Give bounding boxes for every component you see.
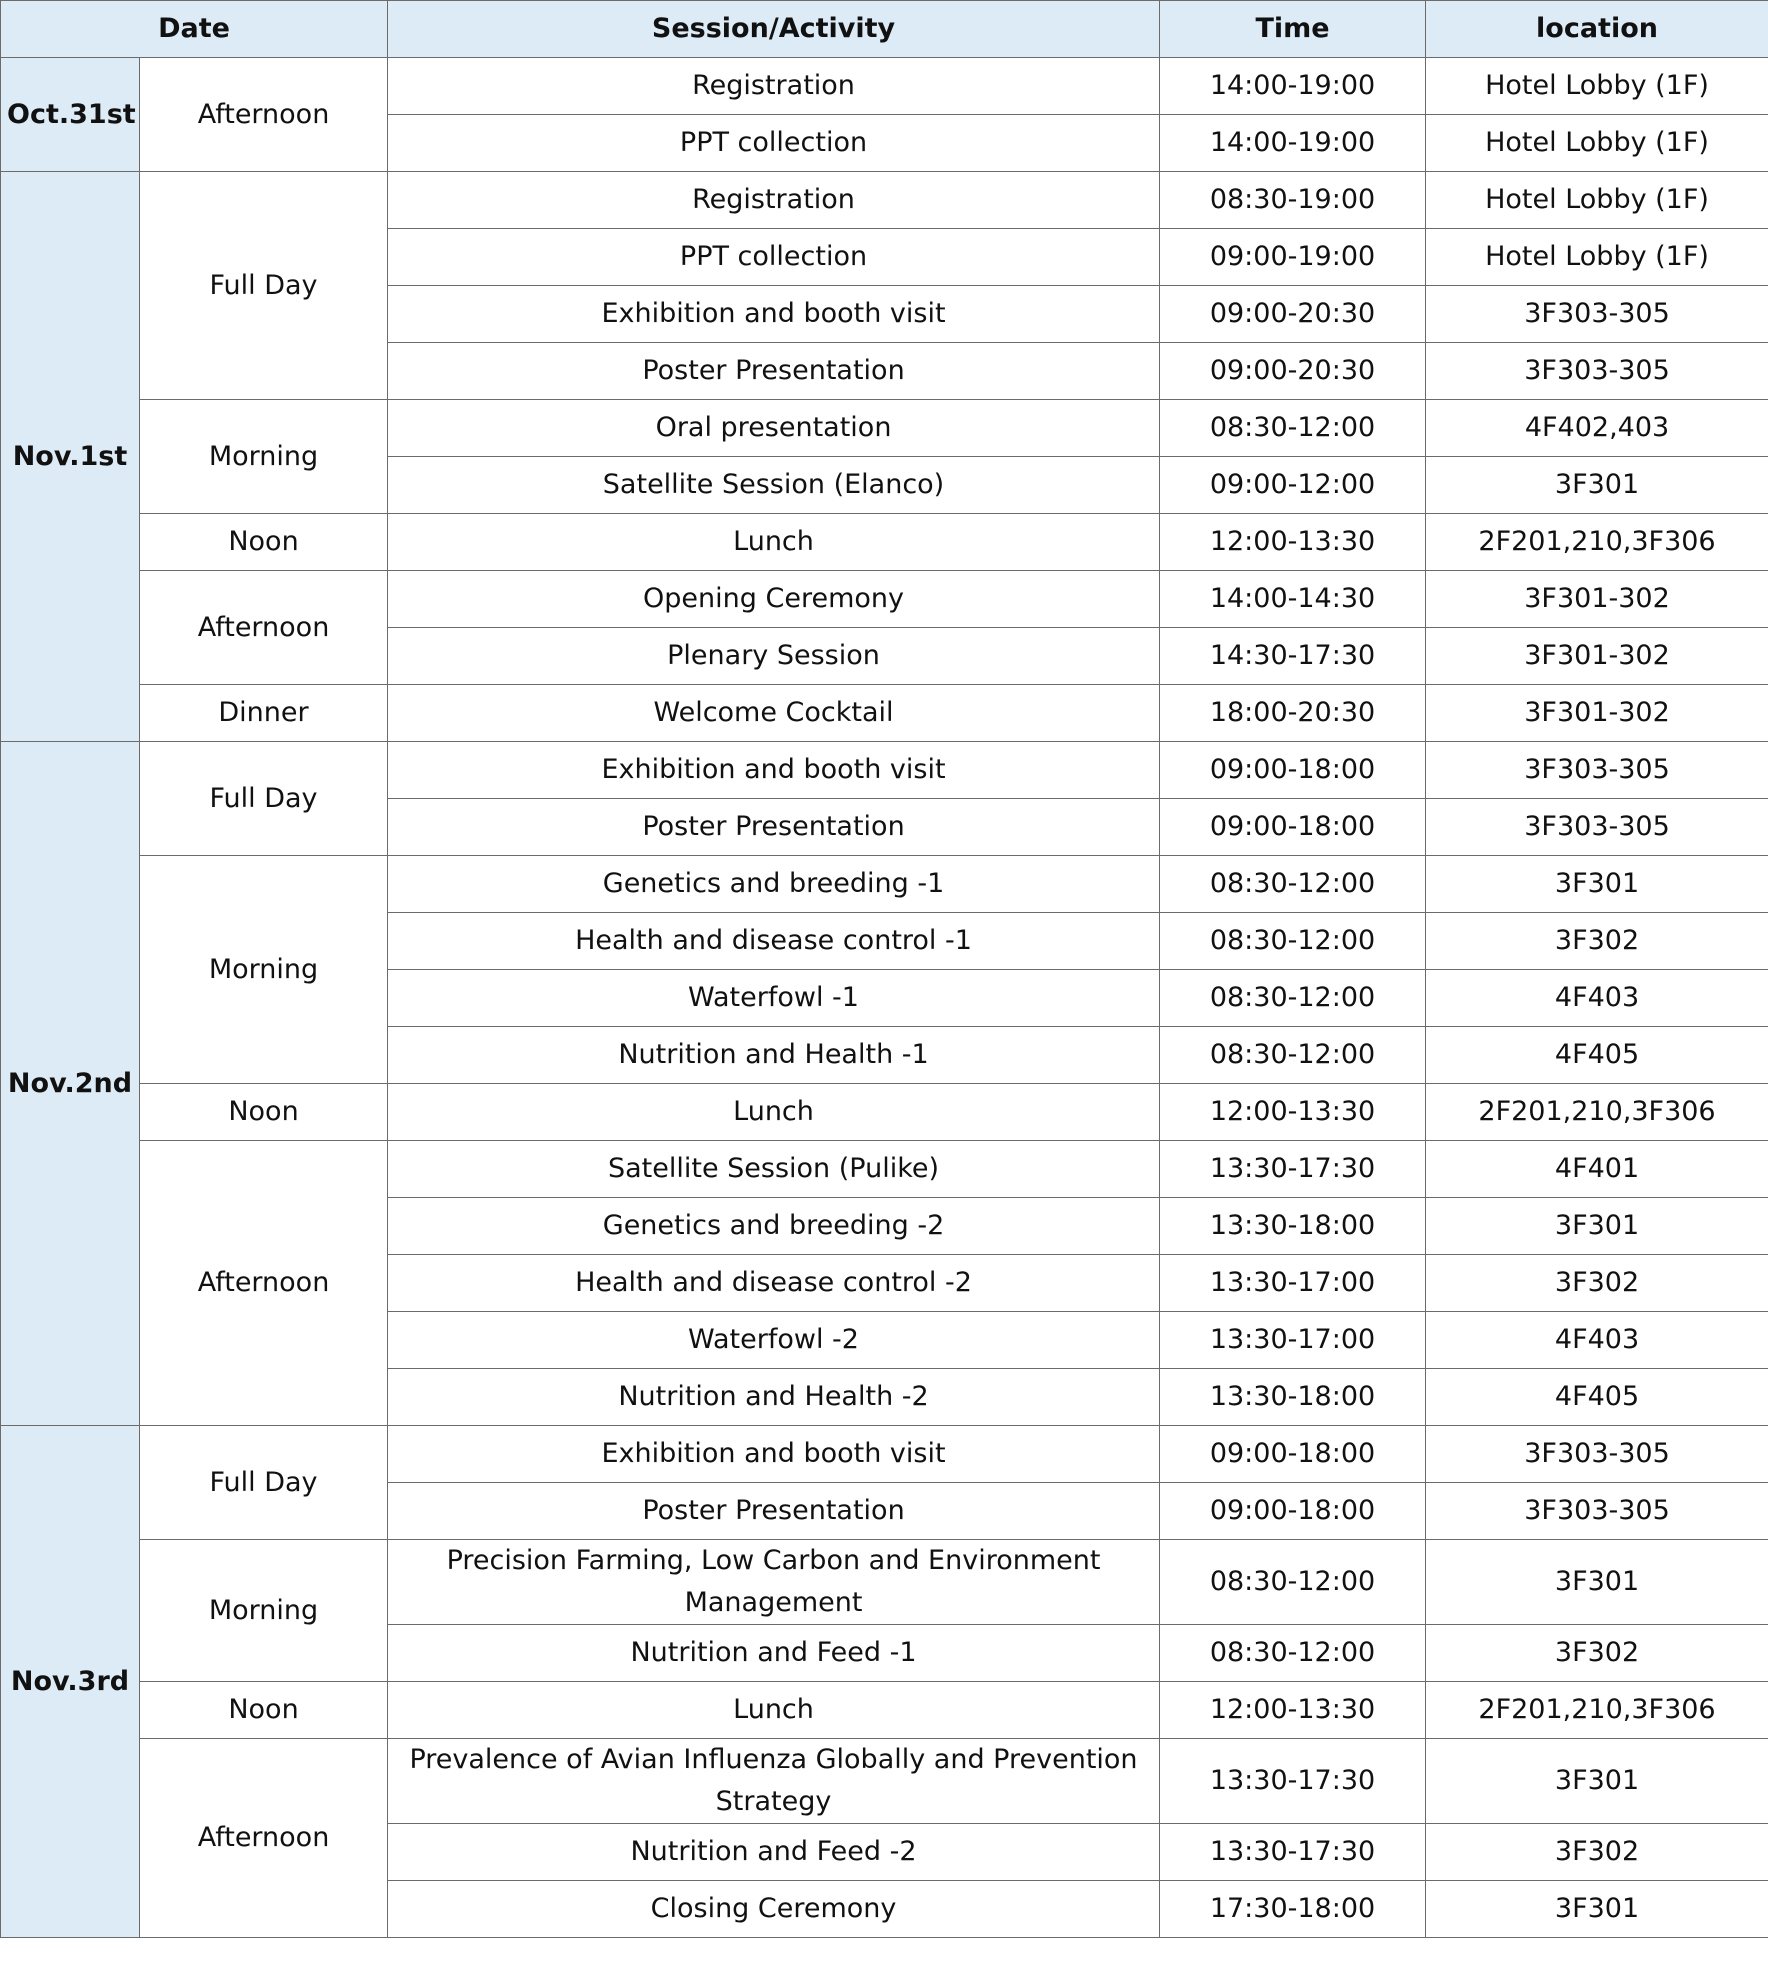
session-cell: Closing Ceremony <box>388 1881 1160 1938</box>
session-cell: Registration <box>388 58 1160 115</box>
session-cell: Genetics and breeding -1 <box>388 856 1160 913</box>
location-cell: 3F301 <box>1426 1881 1768 1938</box>
session-cell: Waterfowl -1 <box>388 970 1160 1027</box>
session-header: Session/Activity <box>388 1 1160 58</box>
location-cell: 3F302 <box>1426 1824 1768 1881</box>
day-part-cell: Full Day <box>140 172 388 400</box>
day-part-cell: Morning <box>140 1540 388 1682</box>
location-header: location <box>1426 1 1768 58</box>
session-cell: PPT collection <box>388 115 1160 172</box>
time-cell: 13:30-17:30 <box>1160 1824 1426 1881</box>
time-cell: 08:30-12:00 <box>1160 1625 1426 1682</box>
location-cell: 3F303-305 <box>1426 799 1768 856</box>
date-cell: Nov.1st <box>1 172 140 742</box>
time-cell: 14:00-14:30 <box>1160 571 1426 628</box>
location-cell: 3F303-305 <box>1426 1426 1768 1483</box>
table-row <box>1 1540 1768 1625</box>
session-cell: Registration <box>388 172 1160 229</box>
day-part-cell: Afternoon <box>140 1141 388 1426</box>
session-cell: Nutrition and Feed -2 <box>388 1824 1160 1881</box>
table-row <box>1 400 1768 457</box>
time-cell: 13:30-17:30 <box>1160 1739 1426 1824</box>
session-cell: Genetics and breeding -2 <box>388 1198 1160 1255</box>
location-cell: Hotel Lobby (1F) <box>1426 58 1768 115</box>
day-part-cell: Afternoon <box>140 58 388 172</box>
time-cell: 13:30-17:30 <box>1160 1141 1426 1198</box>
location-cell: 3F301-302 <box>1426 685 1768 742</box>
session-cell: Lunch <box>388 1084 1160 1141</box>
time-cell: 09:00-20:30 <box>1160 343 1426 400</box>
table-row <box>1 1682 1768 1739</box>
table-row <box>1 58 1768 115</box>
location-cell: Hotel Lobby (1F) <box>1426 229 1768 286</box>
location-cell: Hotel Lobby (1F) <box>1426 172 1768 229</box>
time-cell: 08:30-12:00 <box>1160 856 1426 913</box>
location-cell: 3F301 <box>1426 1739 1768 1824</box>
time-cell: 08:30-12:00 <box>1160 970 1426 1027</box>
location-cell: 3F303-305 <box>1426 343 1768 400</box>
location-cell: 3F301 <box>1426 457 1768 514</box>
time-cell: 13:30-18:00 <box>1160 1369 1426 1426</box>
time-cell: 12:00-13:30 <box>1160 514 1426 571</box>
session-cell: Oral presentation <box>388 400 1160 457</box>
session-cell: Satellite Session (Pulike) <box>388 1141 1160 1198</box>
location-cell: 4F405 <box>1426 1369 1768 1426</box>
session-cell: Satellite Session (Elanco) <box>388 457 1160 514</box>
location-cell: 3F301-302 <box>1426 571 1768 628</box>
time-cell: 13:30-18:00 <box>1160 1198 1426 1255</box>
location-cell: 4F405 <box>1426 1027 1768 1084</box>
session-cell: Waterfowl -2 <box>388 1312 1160 1369</box>
day-part-cell: Full Day <box>140 742 388 856</box>
location-cell: 2F201,210,3F306 <box>1426 514 1768 571</box>
location-cell: 4F403 <box>1426 1312 1768 1369</box>
time-cell: 09:00-20:30 <box>1160 286 1426 343</box>
location-cell: 4F403 <box>1426 970 1768 1027</box>
table-row <box>1 1141 1768 1198</box>
date-cell: Nov.3rd <box>1 1426 140 1938</box>
session-cell: Poster Presentation <box>388 799 1160 856</box>
day-part-cell: Afternoon <box>140 571 388 685</box>
session-cell: Prevalence of Avian Influenza Globally and Prevention Strategy <box>388 1739 1160 1824</box>
session-cell: Plenary Session <box>388 628 1160 685</box>
time-cell: 14:00-19:00 <box>1160 58 1426 115</box>
location-cell: 2F201,210,3F306 <box>1426 1682 1768 1739</box>
time-cell: 17:30-18:00 <box>1160 1881 1426 1938</box>
session-cell: Lunch <box>388 514 1160 571</box>
session-cell: PPT collection <box>388 229 1160 286</box>
time-cell: 09:00-18:00 <box>1160 742 1426 799</box>
session-cell: Poster Presentation <box>388 343 1160 400</box>
session-cell: Opening Ceremony <box>388 571 1160 628</box>
session-cell: Health and disease control -1 <box>388 913 1160 970</box>
session-cell: Welcome Cocktail <box>388 685 1160 742</box>
time-header: Time <box>1160 1 1426 58</box>
time-cell: 18:00-20:30 <box>1160 685 1426 742</box>
day-part-cell: Morning <box>140 856 388 1084</box>
session-cell: Health and disease control -2 <box>388 1255 1160 1312</box>
session-cell: Nutrition and Health -1 <box>388 1027 1160 1084</box>
time-cell: 12:00-13:30 <box>1160 1682 1426 1739</box>
date-cell: Nov.2nd <box>1 742 140 1426</box>
time-cell: 09:00-19:00 <box>1160 229 1426 286</box>
table-row <box>1 1739 1768 1824</box>
location-cell: 4F401 <box>1426 1141 1768 1198</box>
location-cell: 3F301 <box>1426 856 1768 913</box>
location-cell: 3F302 <box>1426 1625 1768 1682</box>
date-header: Date <box>1 1 388 58</box>
session-cell: Exhibition and booth visit <box>388 742 1160 799</box>
session-cell: Nutrition and Health -2 <box>388 1369 1160 1426</box>
location-cell: 3F301 <box>1426 1540 1768 1625</box>
table-row <box>1 1084 1768 1141</box>
time-cell: 08:30-12:00 <box>1160 1540 1426 1625</box>
session-cell: Nutrition and Feed -1 <box>388 1625 1160 1682</box>
day-part-cell: Noon <box>140 514 388 571</box>
location-cell: 3F301-302 <box>1426 628 1768 685</box>
table-row <box>1 742 1768 799</box>
time-cell: 14:30-17:30 <box>1160 628 1426 685</box>
day-part-cell: Afternoon <box>140 1739 388 1938</box>
time-cell: 09:00-18:00 <box>1160 1483 1426 1540</box>
table-row <box>1 685 1768 742</box>
location-cell: 3F303-305 <box>1426 286 1768 343</box>
day-part-cell: Dinner <box>140 685 388 742</box>
location-cell: 3F301 <box>1426 1198 1768 1255</box>
time-cell: 09:00-18:00 <box>1160 799 1426 856</box>
location-cell: 3F303-305 <box>1426 742 1768 799</box>
location-cell: 3F302 <box>1426 1255 1768 1312</box>
location-cell: 3F302 <box>1426 913 1768 970</box>
session-cell: Precision Farming, Low Carbon and Environment Management <box>388 1540 1160 1625</box>
location-cell: 4F402,403 <box>1426 400 1768 457</box>
day-part-cell: Noon <box>140 1682 388 1739</box>
date-cell: Oct.31st <box>1 58 140 172</box>
table-row <box>1 856 1768 913</box>
session-cell: Exhibition and booth visit <box>388 286 1160 343</box>
table-row <box>1 172 1768 229</box>
time-cell: 08:30-12:00 <box>1160 400 1426 457</box>
session-cell: Exhibition and booth visit <box>388 1426 1160 1483</box>
table-row <box>1 1426 1768 1483</box>
time-cell: 08:30-12:00 <box>1160 913 1426 970</box>
location-cell: 3F303-305 <box>1426 1483 1768 1540</box>
session-cell: Lunch <box>388 1682 1160 1739</box>
time-cell: 08:30-19:00 <box>1160 172 1426 229</box>
table-row <box>1 514 1768 571</box>
location-cell: 2F201,210,3F306 <box>1426 1084 1768 1141</box>
time-cell: 08:30-12:00 <box>1160 1027 1426 1084</box>
time-cell: 14:00-19:00 <box>1160 115 1426 172</box>
time-cell: 13:30-17:00 <box>1160 1255 1426 1312</box>
day-part-cell: Morning <box>140 400 388 514</box>
session-cell: Poster Presentation <box>388 1483 1160 1540</box>
time-cell: 12:00-13:30 <box>1160 1084 1426 1141</box>
location-cell: Hotel Lobby (1F) <box>1426 115 1768 172</box>
time-cell: 09:00-18:00 <box>1160 1426 1426 1483</box>
table-row <box>1 571 1768 628</box>
day-part-cell: Noon <box>140 1084 388 1141</box>
header-row <box>1 1 1768 58</box>
time-cell: 09:00-12:00 <box>1160 457 1426 514</box>
day-part-cell: Full Day <box>140 1426 388 1540</box>
time-cell: 13:30-17:00 <box>1160 1312 1426 1369</box>
